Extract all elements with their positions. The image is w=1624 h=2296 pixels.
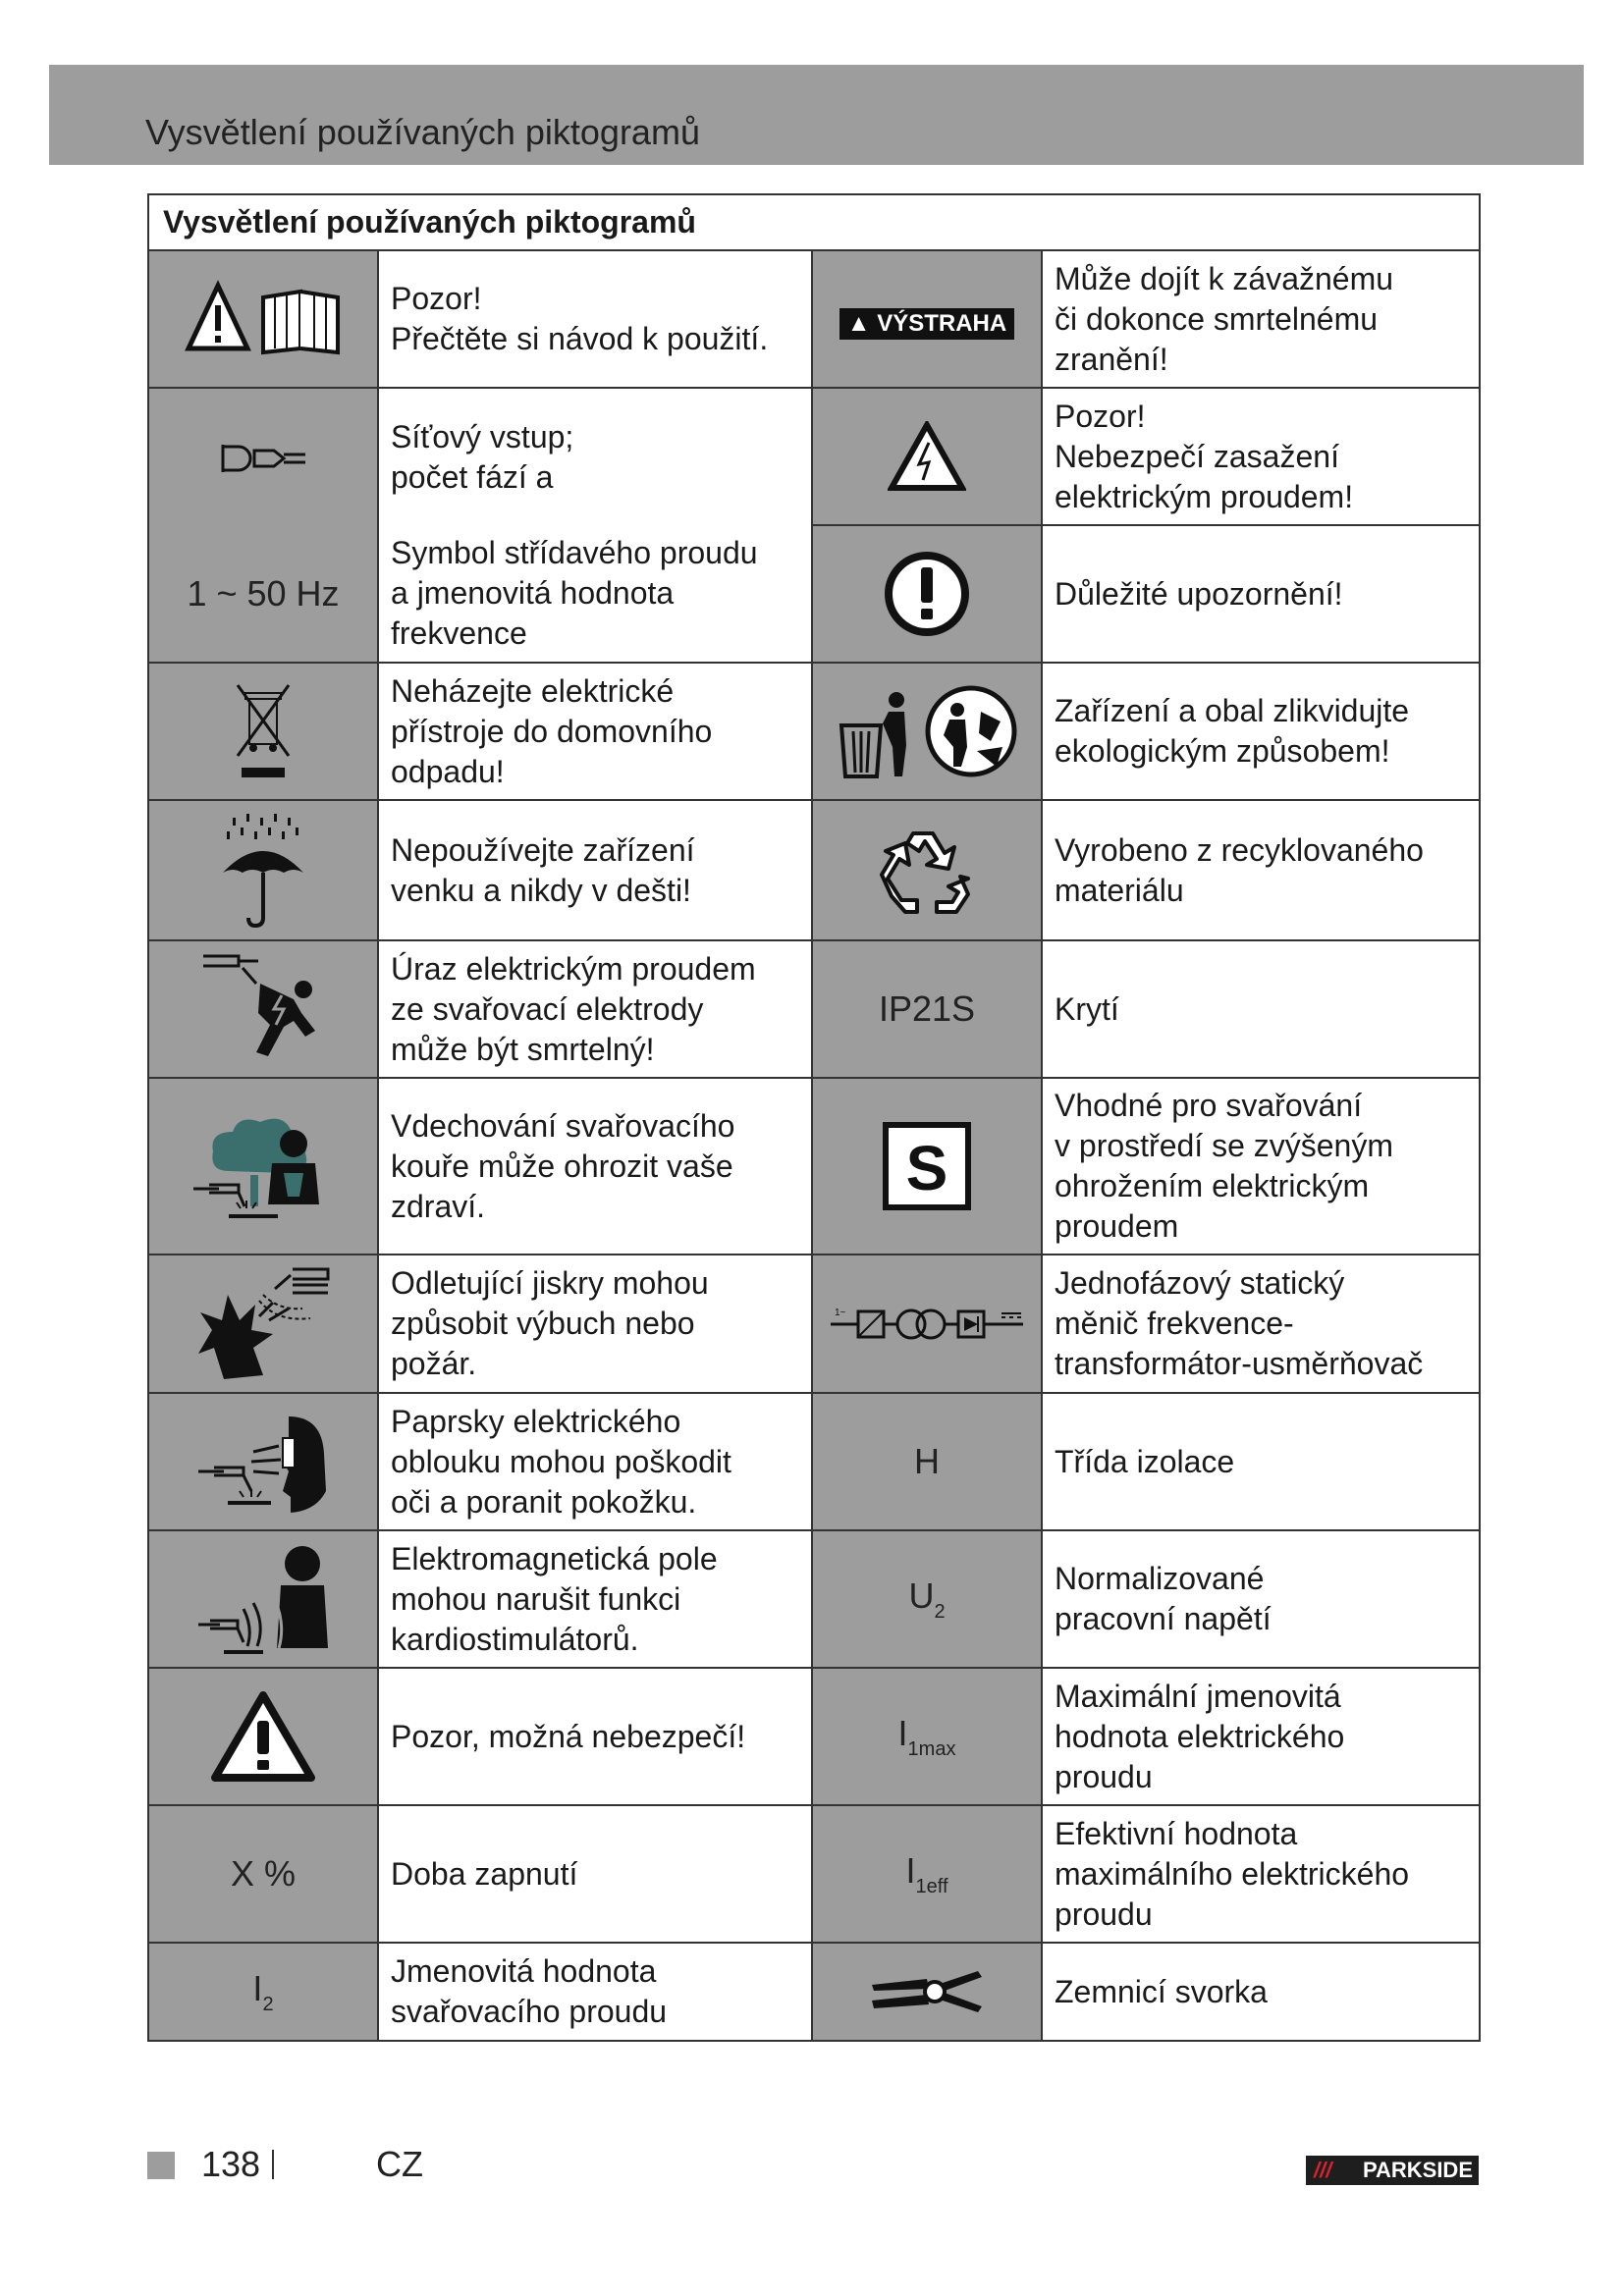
general-warning-icon — [148, 1668, 378, 1805]
legend-text: Jednofázový statický měnič frekvence- transformátor-usměrňovač — [1042, 1255, 1480, 1393]
legend-text: Krytí — [1042, 940, 1480, 1078]
svg-text:1~: 1~ — [835, 1307, 846, 1318]
legend-text: Pozor! Přečtěte si návod k použití. — [378, 250, 812, 388]
electromagnetic-field-icon — [148, 1530, 378, 1668]
legend-text: Paprsky elektrického oblouku mohou poškodit oči a poranit pokožku. — [378, 1393, 812, 1530]
sparks-explosion-icon — [148, 1255, 378, 1393]
pictogram-table — [147, 193, 1481, 2042]
footer-divider — [272, 2150, 274, 2179]
footer-marker — [147, 2152, 175, 2179]
rated-voltage-label: $U_2$ — [812, 1530, 1042, 1668]
legend-text: Úraz elektrickým proudem ze svařovací elektrody může být smrtelný! — [378, 940, 812, 1078]
s-mark-icon — [812, 1078, 1042, 1255]
brand-stripes-icon: /// — [1314, 2158, 1332, 2182]
legend-text: Jmenovitá hodnota svařovacího proudu — [378, 1943, 812, 2041]
vystraha-badge-icon: ▲ VÝSTRAHA — [812, 250, 1042, 388]
legend-text: Síťový vstup; počet fází a — [378, 388, 812, 525]
welding-fumes-icon — [148, 1078, 378, 1255]
inverter-transformer-icon — [812, 1255, 1042, 1393]
page-header-title: Vysvětlení používaných piktogramů — [145, 112, 700, 152]
eco-disposal-icon — [812, 663, 1042, 800]
brand-name: PARKSIDE — [1362, 2158, 1473, 2182]
duty-cycle-label: X % — [148, 1805, 378, 1943]
high-voltage-icon — [812, 388, 1042, 525]
welding-current-label: $I_2$ — [148, 1943, 378, 2041]
legend-text: Vhodné pro svařování v prostředí se zvýšeným ohrožením elektrickým proudem — [1042, 1078, 1480, 1255]
legend-text: Odletující jiskry mohou způsobit výbuch nebo požár. — [378, 1255, 812, 1393]
warning-manual-icon — [148, 250, 378, 388]
ground-clamp-icon — [812, 1943, 1042, 2041]
legend-text: Neházejte elektrické přístroje do domovního odpadu! — [378, 663, 812, 800]
no-household-waste-icon — [148, 663, 378, 800]
legend-text: Nepoužívejte zařízení venku a nikdy v dešti! — [378, 800, 812, 940]
effective-current-label: $I_{1eff}$ — [812, 1805, 1042, 1943]
electric-shock-electrode-icon — [148, 940, 378, 1078]
legend-text: Může dojít k závažnému či dokonce smrtelnému zranění! — [1042, 250, 1480, 388]
legend-text: Zařízení a obal zlikvidujte ekologickým způsobem! — [1042, 663, 1480, 800]
language-code: CZ — [376, 2144, 423, 2184]
legend-text: Pozor! Nebezpečí zasažení elektrickým proudem! — [1042, 388, 1480, 525]
legend-text: Maximální jmenovitá hodnota elektrického proudu — [1042, 1668, 1480, 1805]
page-number: 138 — [201, 2144, 261, 2184]
legend-text: Pozor, možná nebezpečí! — [378, 1668, 812, 1805]
header-bar — [49, 65, 1584, 165]
table-title: Vysvětlení používaných piktogramů — [148, 194, 1480, 250]
legend-text: Vdechování svařovacího kouře může ohrozit vaše zdraví. — [378, 1078, 812, 1255]
arc-rays-mask-icon — [148, 1393, 378, 1530]
svg-text:S: S — [905, 1133, 948, 1203]
legend-text: Třída izolace — [1042, 1393, 1480, 1530]
legend-text: Doba zapnutí — [378, 1805, 812, 1943]
legend-text: Efektivní hodnota maximálního elektrického proudu — [1042, 1805, 1480, 1943]
legend-text: Normalizované pracovní napětí — [1042, 1530, 1480, 1668]
legend-text: Vyrobeno z recyklovaného materiálu — [1042, 800, 1480, 940]
legend-text: Zemnicí svorka — [1042, 1943, 1480, 2041]
ac-frequency-label: 1 ~ 50 Hz — [148, 525, 378, 663]
max-rated-current-label: $I_{1max}$ — [812, 1668, 1042, 1805]
legend-text: Symbol střídavého proudu a jmenovitá hodnota frekvence — [378, 525, 812, 663]
vystraha-badge-label: VÝSTRAHA — [877, 310, 1007, 337]
recycle-icon — [812, 800, 1042, 940]
legend-text: Důležité upozornění! — [1042, 525, 1480, 663]
ip-rating-label: IP21S — [812, 940, 1042, 1078]
legend-text: Elektromagnetická pole mohou narušit funkci kardiostimulátorů. — [378, 1530, 812, 1668]
brand-logo — [1306, 2156, 1479, 2185]
mains-plug-icon — [148, 388, 378, 525]
insulation-class-label: H — [812, 1393, 1042, 1530]
rain-umbrella-icon — [148, 800, 378, 940]
important-notice-icon — [812, 525, 1042, 663]
